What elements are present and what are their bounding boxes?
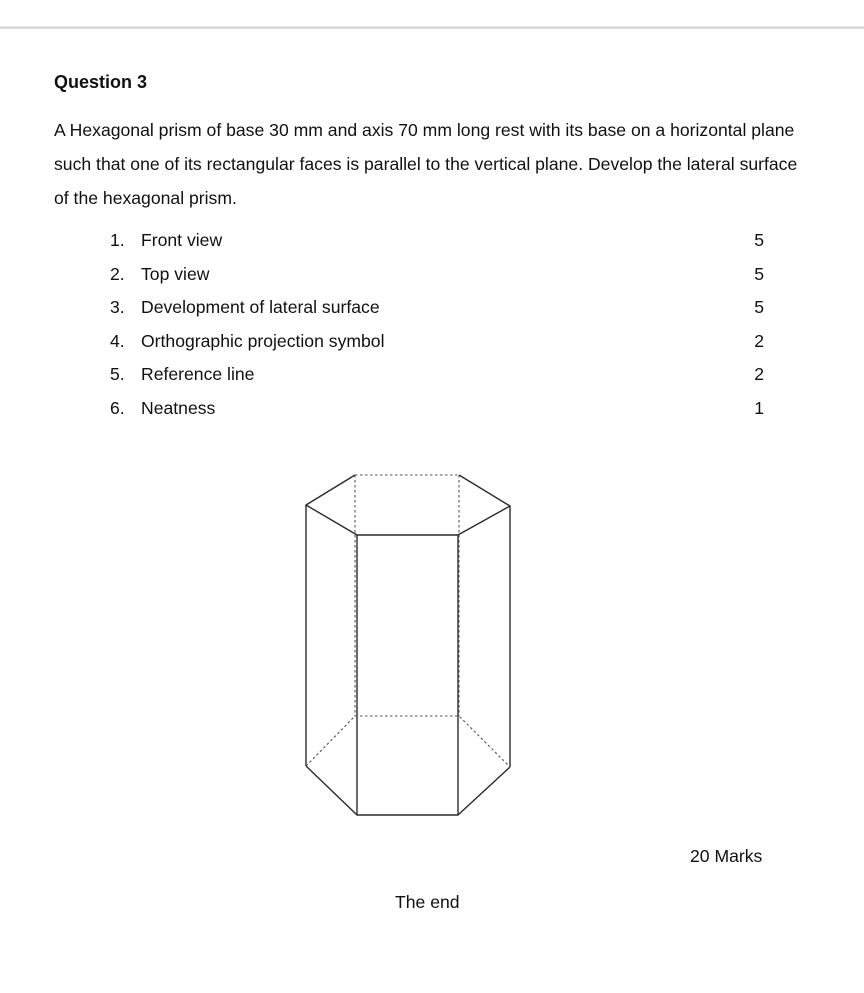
marking-criteria-list [110,224,764,425]
criteria-label: Neatness [141,397,216,418]
criteria-item [110,258,764,292]
end-text: The end [395,892,460,912]
criteria-number: 1. [110,230,125,250]
criteria-marks: 5 [754,297,764,317]
criteria-marks: 2 [754,330,764,351]
criteria-number: 3. [110,297,125,317]
page-top-divider [0,26,864,29]
criteria-number: 4. [110,330,125,351]
criteria-number: 5. [110,364,125,384]
criteria-marks: 5 [754,263,764,284]
prism-hidden-edges [306,475,510,767]
criteria-label: Top view [141,263,210,284]
criteria-item [110,224,764,258]
prism-visible-edges [306,475,510,815]
criteria-marks: 1 [754,397,764,418]
criteria-number: 6. [110,397,125,418]
criteria-label: Orthographic projection symbol [141,330,385,351]
criteria-item [110,291,764,325]
question-text: A Hexagonal prism of base 30 mm and axis 70 mm long rest with its base on a horizontal plane such that one of its rectangular faces is parallel to the vertical plane. Develop the lateral surface of the hexagonal prism. [54,120,798,208]
bottom-face-front-edges [306,766,510,815]
criteria-marks: 5 [754,230,764,250]
criteria-item [110,358,764,392]
criteria-item [110,392,764,426]
criteria-marks: 2 [754,364,764,384]
criteria-label: Development of lateral surface [141,297,380,317]
bottom-face-back-edges [306,716,510,767]
top-face-front-edges [306,475,510,535]
criteria-label: Reference line [141,364,255,384]
hexagonal-prism-figure [296,466,522,832]
criteria-number: 2. [110,263,125,284]
criteria-item [110,325,764,359]
question-title: Question 3 [54,72,148,92]
criteria-label: Front view [141,230,223,250]
total-marks: 20 Marks [690,846,763,866]
